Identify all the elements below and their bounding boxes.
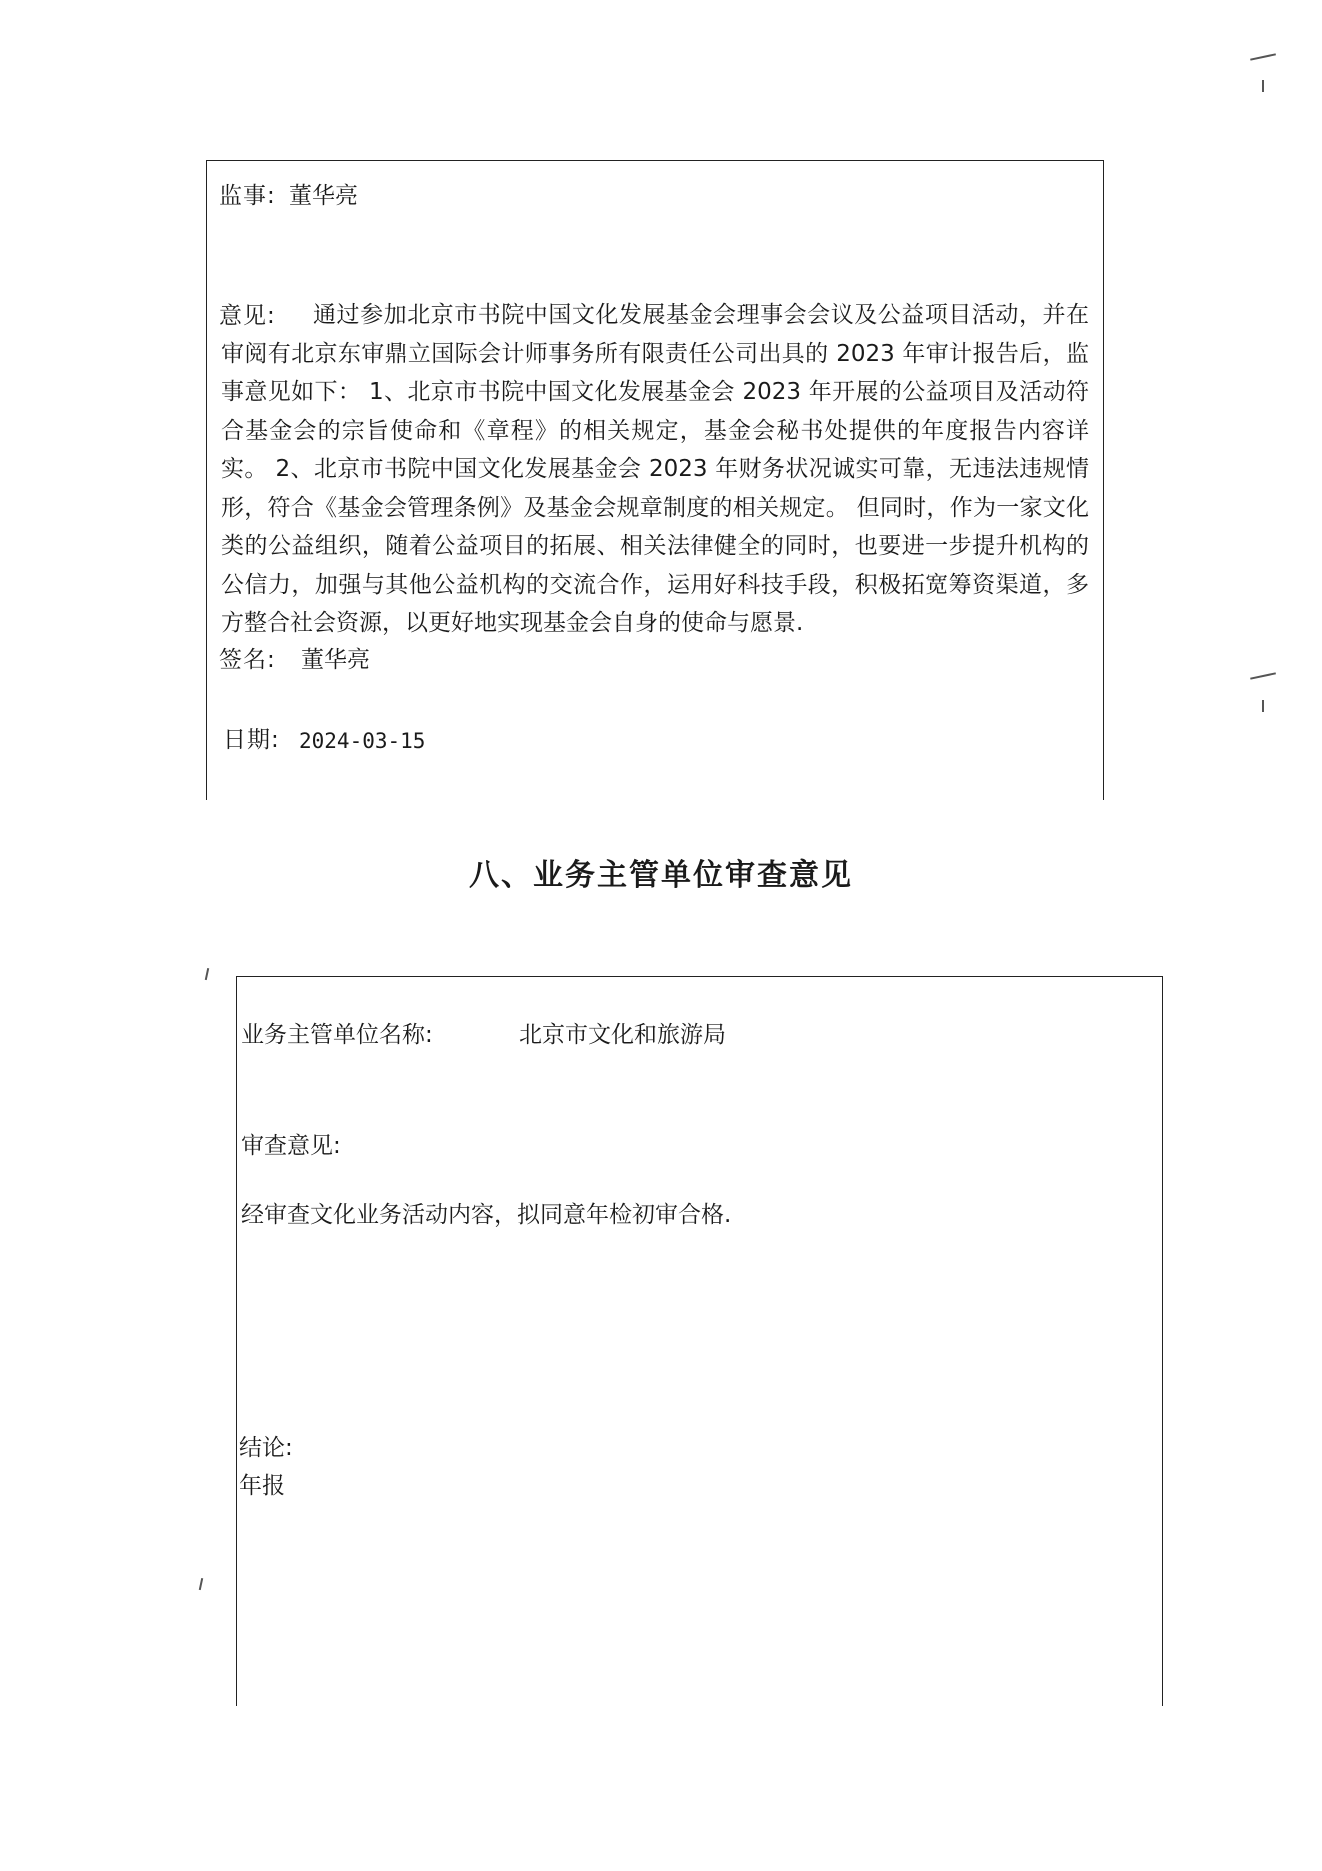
scan-mark [199, 1578, 203, 1590]
opinion-text: 通过参加北京市书院中国文化发展基金会理事会会议及公益项目活动，并在审阅有北京东审鼎立国际会计师事务所有限责任公司出具的 2023 年审计报告后，监事意见如下： 1、北京市书院中国文化发展基金会 2023 年开展的公益项目及活动符合基金会的宗旨使命和《章程》的相关规定，基金会秘书处提供的年度报告内容详实。 2、北京市书院中国文化发展基金会 2023 年财务状况诚实可靠，无违法违规情形，符合《基金会管理条例》及基金会规章制度的相关规定。 但同时，作为一家文化类的公益组织，随着公益项目的拓展、相关法律健全的同时，也要进一步提升机构的公信力，加强与其他公益机构的交流合作，运用好科技手段，积极拓宽筹资渠道，多方整合社会资源，以更好地实现基金会自身的使命与愿景. [221, 302, 1089, 636]
signature-name: 董华亮 [301, 647, 370, 673]
supervisor-opinion-box [206, 160, 1104, 800]
date-value: 2024-03-15 [299, 729, 426, 753]
opinion-label: 意见: [219, 303, 276, 329]
signature-label: 签名: [219, 647, 276, 673]
review-text: 经审查文化业务活动内容，拟同意年检初审合格. [241, 1202, 732, 1228]
review-label: 审查意见: [241, 1133, 341, 1159]
scan-mark [1250, 53, 1276, 60]
authority-name-value: 北京市文化和旅游局 [519, 1022, 726, 1048]
authority-review-box [236, 976, 1163, 1706]
scan-mark [1262, 80, 1264, 92]
conclusion-value: 年报 [239, 1473, 285, 1499]
scan-mark [1250, 672, 1276, 679]
scan-mark [1262, 700, 1264, 712]
authority-name-label: 业务主管单位名称: [241, 1022, 433, 1048]
supervisor-name: 董华亮 [289, 183, 358, 209]
scan-mark [205, 968, 209, 980]
section-title: 八、业务主管单位审查意见 [469, 858, 853, 893]
conclusion-label: 结论: [239, 1435, 293, 1461]
date-label: 日期: [223, 727, 280, 753]
supervisor-label: 监事: [219, 183, 276, 209]
